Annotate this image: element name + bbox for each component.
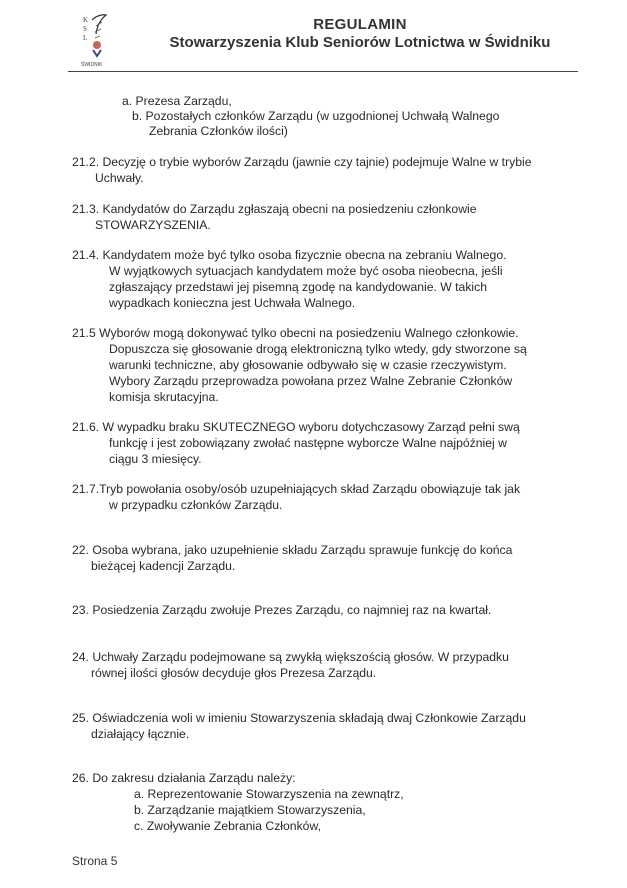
- logo-caption: ŚWIDNIK: [81, 62, 103, 68]
- logo-letters: [83, 16, 88, 42]
- paragraph-21-2-cont: Uchwały.: [95, 171, 144, 185]
- page-number: Strona 5: [72, 854, 118, 868]
- paragraph-22-cont: bieżącej kadencji Zarządu.: [91, 559, 236, 573]
- paragraph-25-cont: działający łącznie.: [91, 727, 190, 741]
- paragraph-21-5-cont2: warunki techniczne, aby głosowanie odbywało się w czasie rzeczywistym.: [109, 358, 507, 372]
- paragraph-21-5-cont1: Dopuszcza się głosowanie drogą elektroniczną tylko wtedy, gdy stworzone są: [109, 342, 527, 356]
- svg-text:K: K: [83, 16, 89, 24]
- paragraph-21-4-cont3: wypadkach konieczna jest Uchwała Walnego.: [109, 296, 356, 310]
- paragraph-21-7-cont: w przypadku członków Zarządu.: [109, 498, 283, 512]
- paragraph-21-2: 21.2. Decyzję o trybie wyborów Zarządu (jawnie czy tajnie) podejmuje Walne w trybie: [72, 155, 532, 169]
- paragraph-21-4: 21.4. Kandydatem może być tylko osoba fizycznie obecna na zebraniu Walnego.: [72, 248, 507, 262]
- paragraph-21-6-cont2: ciągu 3 miesięcy.: [109, 452, 202, 466]
- paragraph-21-5-cont3: Wybory Zarządu przeprowadza powołana przez Walne Zebranie Członków: [109, 374, 513, 388]
- document-header: [120, 16, 600, 51]
- paragraph-21-3: 21.3. Kandydatów do Zarządu zgłaszają obecni na posiedzeniu członkowie: [72, 202, 477, 216]
- paragraph-21-6-cont1: funkcję i jest zobowiązany zwołać następne wyborcze Walne najpóźniej w: [109, 436, 507, 450]
- header-divider: [68, 71, 578, 72]
- paragraph-26: 26. Do zakresu działania Zarządu należy:: [72, 771, 296, 785]
- association-logo: [80, 12, 114, 68]
- document-subtitle: Stowarzyszenia Klub Seniorów Lotnictwa w Świdniku: [169, 34, 551, 51]
- paragraph-26-item-a: a. Reprezentowanie Stowarzyszenia na zewnątrz,: [134, 787, 404, 801]
- paragraph-25: 25. Oświadczenia woli w imieniu Stowarzyszenia składają dwaj Członkowie Zarządu: [72, 711, 526, 725]
- paragraph-26-item-c: c. Zwoływanie Zebrania Członków,: [134, 819, 321, 833]
- paragraph-21-6: 21.6. W wypadku braku SKUTECZNEGO wyboru dotychczasowy Zarząd pełni swą: [72, 420, 520, 434]
- svg-text:L: L: [83, 34, 88, 42]
- paragraph-21-5: 21.5 Wyborów mogą dokonywać tylko obecni na posiedzeniu Walnego członkowie.: [72, 326, 519, 340]
- paragraph-24: 24. Uchwały Zarządu podejmowane są zwykłą większością głosów. W przypadku: [72, 650, 509, 664]
- paragraph-24-cont: równej ilości głosów decyduje głos Prezesa Zarządu.: [91, 666, 377, 680]
- svg-text:S: S: [83, 25, 87, 33]
- paragraph-26-item-b: b. Zarządzanie majątkiem Stowarzyszenia,: [134, 803, 366, 817]
- item-a: a. Prezesa Zarządu,: [122, 94, 232, 108]
- item-b-cont: Zebrania Członków ilości): [149, 124, 288, 138]
- paragraph-21-4-cont2: zgłaszający przedstawi jej pisemną zgodę na kandydowanie. W takich: [109, 280, 488, 294]
- paragraph-21-7: 21.7.Tryb powołania osoby/osób uzupełniających skład Zarządu obowiązuje tak jak: [72, 482, 521, 496]
- paragraph-22: 22. Osoba wybrana, jako uzupełnienie składu Zarządu sprawuje funkcję do końca: [72, 543, 513, 557]
- paragraph-21-3-cont: STOWARZYSZENIA.: [95, 218, 211, 232]
- paragraph-23: 23. Posiedzenia Zarządu zwołuje Prezes Zarządu, co najmniej raz na kwartał.: [72, 603, 492, 617]
- paragraph-21-4-cont1: W wyjątkowych sytuacjach kandydatem może być osoba nieobecna, jeśli: [109, 264, 503, 278]
- paragraph-21-5-cont4: komisja skrutacyjna.: [109, 390, 219, 404]
- item-b: b. Pozostałych członków Zarządu (w uzgodnionej Uchwałą Walnego: [132, 109, 500, 123]
- document-title: REGULAMIN: [313, 16, 407, 33]
